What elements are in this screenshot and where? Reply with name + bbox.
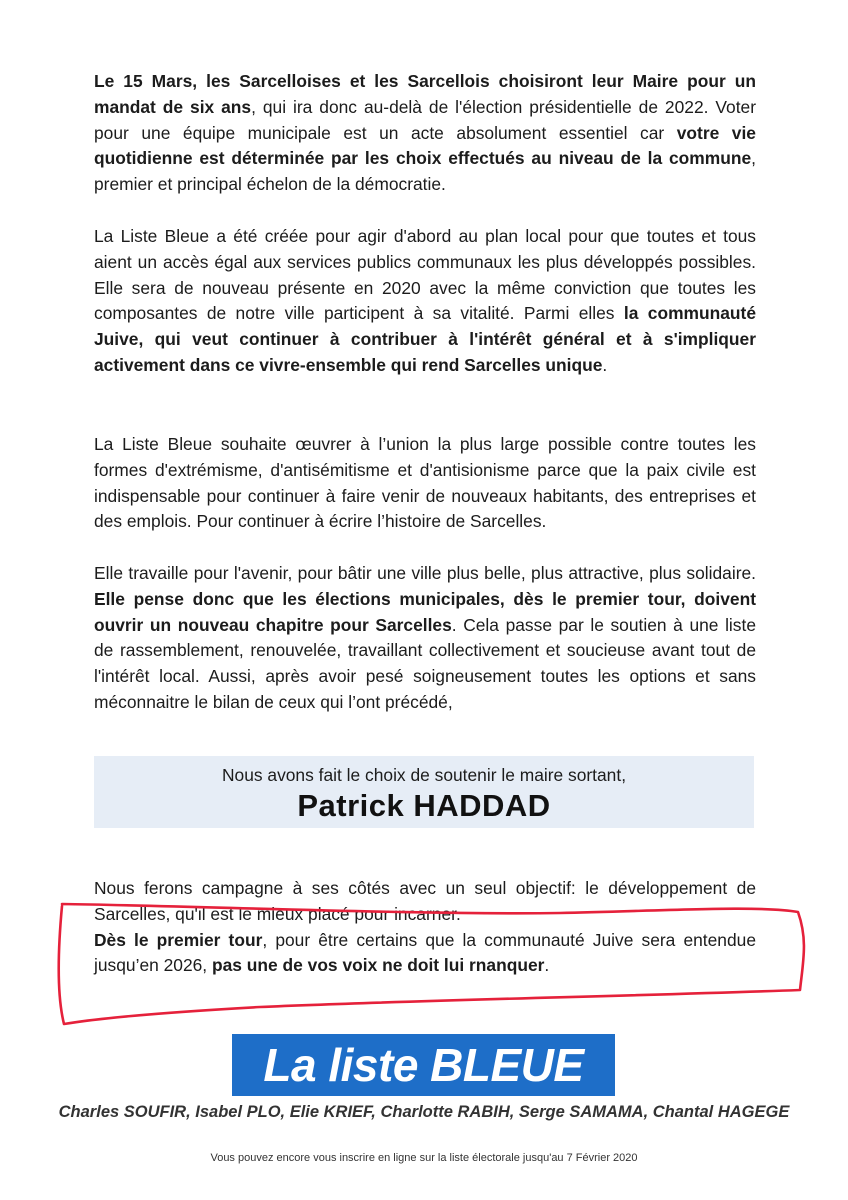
paragraph-union [94, 432, 756, 535]
text: , qui ira donc au-delà de l'élection présidentielle de 2022. Voter pour une équipe municipale est un acte absolument essentiel car [94, 96, 757, 143]
bold-text: Elle pense donc que les élections municipales, dès le premier tour, doivent ouvrir un nouveau chapitre pour Sarcelles [94, 588, 756, 635]
text: , premier et principal échelon de la démocratie. [94, 148, 756, 195]
text: . [602, 354, 608, 375]
paragraph-liste-bleue [94, 224, 756, 379]
bold-text: Dès le premier tour [94, 929, 263, 950]
candidate-name: Patrick HADDAD [297, 788, 551, 823]
text: Elle travaille pour l'avenir, pour bâtir une ville plus belle, plus attractive, plus solidaire. [94, 563, 756, 583]
text: La Liste Bleue a été créée pour agir d'abord au plan local pour que toutes et tous aient un accès égal aux services publics communaux les plus développés possibles. Elle sera de nouveau présente en 2020 avec la même conviction que toutes les composantes de notre ville participent à sa vitalité. Parmi elles [94, 226, 756, 324]
text: Nous ferons campagne à ses côtés avec un seul objectif: le développement de Sarcelles, qu'il est le mieux placé pour incarner. [94, 878, 756, 924]
members-list: Charles SOUFIR, Isabel PLO, Elie KRIEF, Charlotte RABIH, Serge SAMAMA, Chantal HAGEGE [58, 1103, 790, 1121]
endorsement-box [94, 756, 754, 828]
text: La Liste Bleue souhaite œuvrer à l’union la plus large possible contre toutes les formes d'extrémisme, d'antisémitisme et d'antisionisme parce que la paix civile est indispensable pour continuer à faire venir de nouveaux habitants, des entreprises et des emplois. Pour continuer à écrire l’histoire de Sarcelles. [94, 434, 756, 532]
liste-bleue-logo: La liste BLEUE [232, 1034, 615, 1096]
paragraph-campagne [94, 876, 756, 979]
text: , pour être certains que la communauté Juive sera entendue jusqu’en 2026, [94, 929, 756, 976]
text: . Cela passe par le soutien à une liste de rassemblement, renouvelée, travaillant collectivement et soucieuse avant tout de l'intérêt local. Aussi, après avoir pesé soigneusement toutes les options et sans méconnaitre le bilan de ceux qui l’ont précédé, [94, 614, 756, 712]
registration-footnote: Vous pouvez encore vous inscrire en ligne sur la liste électorale jusqu'au 7 Février 2020 [210, 1152, 638, 1164]
bold-text: la communauté Juive, qui veut continuer à contribuer à l'intérêt général et à s'impliquer activement dans ce vivre-ensemble qui rend Sarcelles unique [94, 303, 756, 375]
bold-text: Le 15 Mars, les Sarcelloises et les Sarcellois choisiront leur Maire pour un mandat de six ans [94, 71, 756, 117]
bold-text: pas une de vos voix ne doit lui rnanquer [211, 955, 545, 976]
text: . [544, 955, 550, 976]
paragraph-election [94, 69, 756, 198]
bold-text: votre vie quotidienne est déterminée par les choix effectués au niveau de la commune [94, 122, 756, 169]
endorsement-line: Nous avons fait le choix de soutenir le maire sortant, [221, 765, 627, 785]
paragraph-avenir [94, 561, 756, 716]
